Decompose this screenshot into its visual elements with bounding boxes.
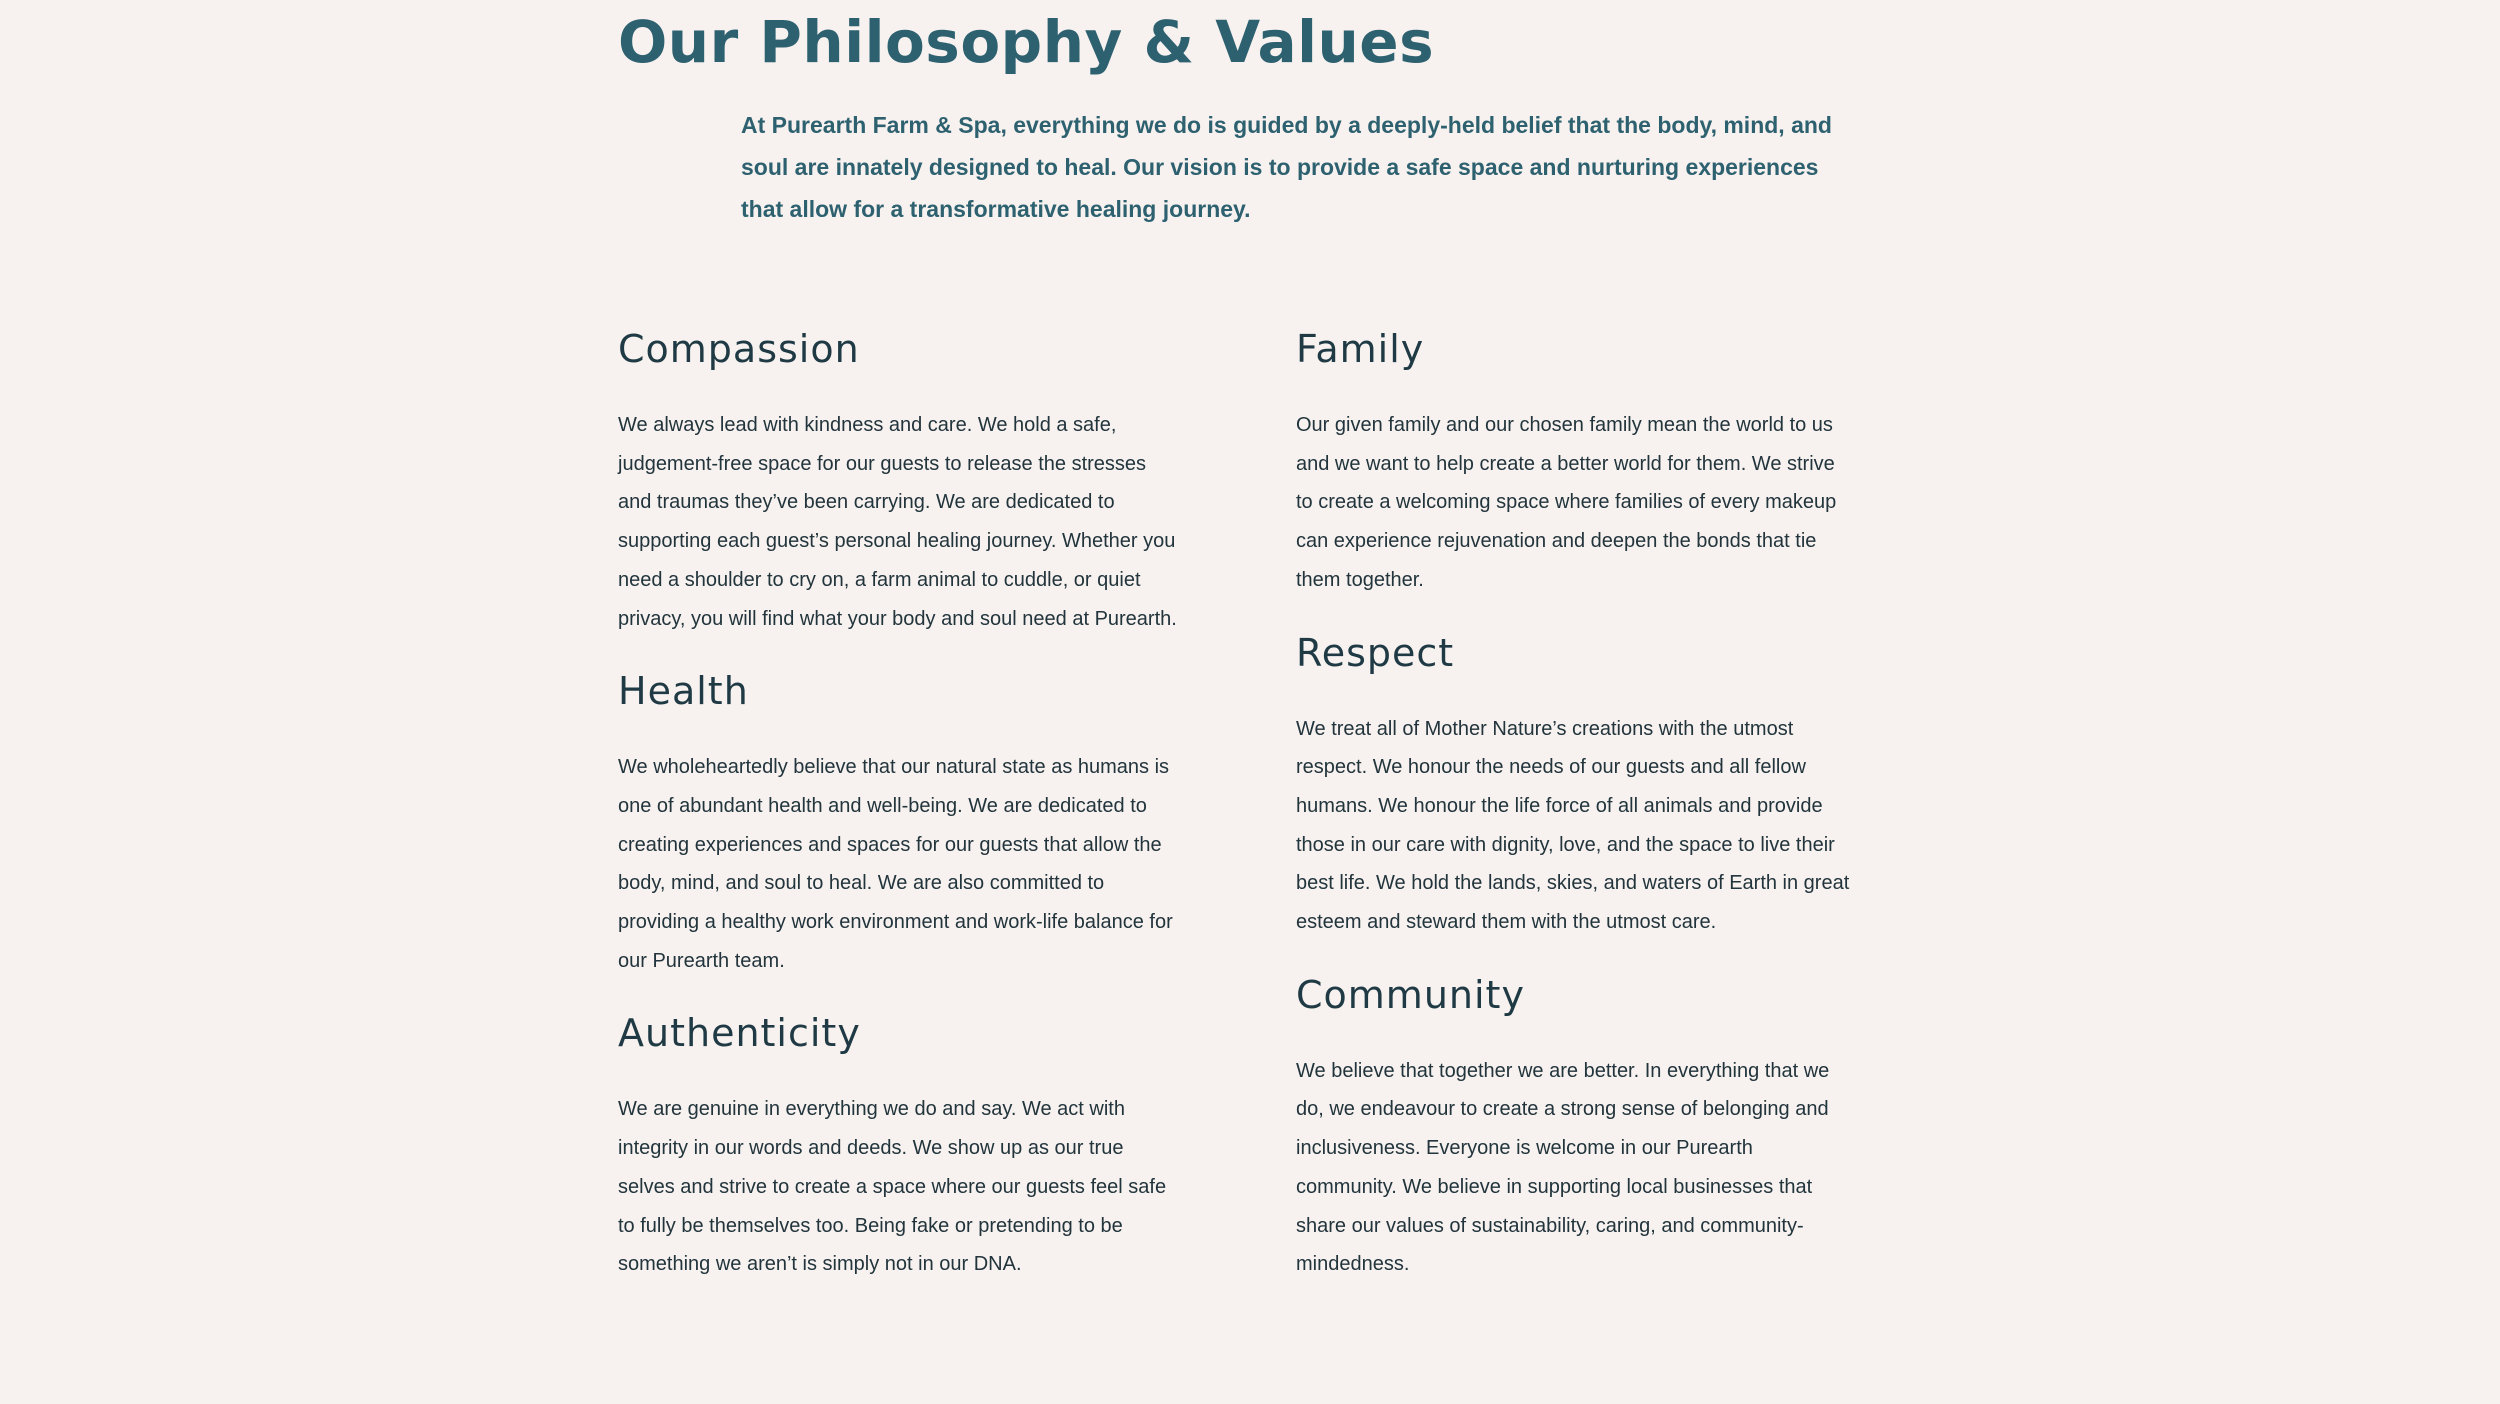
value-description: We believe that together we are better. In everything that we do, we endeavour to create a strong sense of belonging and inclusiveness. Everyone is welcome in our Purearth community. We believe in supporting local businesses that share our values of sustainability, caring, and community-mindedness. xyxy=(1296,1059,1830,1276)
value-description: We are genuine in everything we do and say. We act with integrity in our words and deeds. We show up as our true selves and strive to create a space where our guests feel safe to fully be themselves too. Being fake or pretending to be something we aren’t is simply not in our DNA. xyxy=(618,1098,1167,1276)
value-heading: Family xyxy=(1296,327,1425,371)
value-family xyxy=(1296,318,1856,622)
values-left-column xyxy=(618,318,1178,1306)
value-heading: Authenticity xyxy=(618,1011,861,1056)
value-description: We treat all of Mother Nature’s creations with the utmost respect. We honour the needs of our guests and all fellow humans. We honour the life force of all animals and provide those in our care with dignity, love, and the space to live their best life. We hold the lands, skies, and waters of Earth in great esteem and steward them with the utmost care. xyxy=(1296,717,1850,934)
value-community xyxy=(1296,964,1856,1306)
value-heading: Compassion xyxy=(618,327,860,371)
value-heading: Community xyxy=(1296,972,1525,1017)
value-heading: Health xyxy=(618,669,749,714)
value-respect xyxy=(1296,622,1856,964)
value-description: We wholeheartedly believe that our natural state as humans is one of abundant health and well-being. We are dedicated to creating experiences and spaces for our guests that allow the body, mind, and soul to heal. We are also committed to providing a healthy work environment and work-life balance for our Purearth team. xyxy=(618,756,1173,972)
value-health xyxy=(618,660,1178,1002)
value-compassion xyxy=(618,318,1178,660)
page-title: Our Philosophy & Values xyxy=(618,8,1435,76)
value-heading: Respect xyxy=(1296,630,1455,675)
value-authenticity xyxy=(618,1002,1178,1306)
intro-paragraph: At Purearth Farm & Spa, everything we do is guided by a deeply-held belief that the body, mind, and soul are innately designed to heal. Our vision is to provide a safe space and nurturing experiences that allow for a transformative healing journey. xyxy=(741,112,1832,222)
value-description: Our given family and our chosen family mean the world to us and we want to help create a better world for them. We strive to create a welcoming space where families of every makeup can experience rejuvenation and deepen the bonds that tie them together. xyxy=(1296,414,1837,591)
values-right-column xyxy=(1296,318,1856,1306)
value-description: We always lead with kindness and care. We hold a safe, judgement-free space for our guests to release the stresses and traumas they’ve been carrying. We are dedicated to supporting each guest’s personal healing journey. Whether you need a shoulder to cry on, a farm animal to cuddle, or quiet privacy, you will find what your body and soul need at Purearth. xyxy=(618,414,1177,630)
